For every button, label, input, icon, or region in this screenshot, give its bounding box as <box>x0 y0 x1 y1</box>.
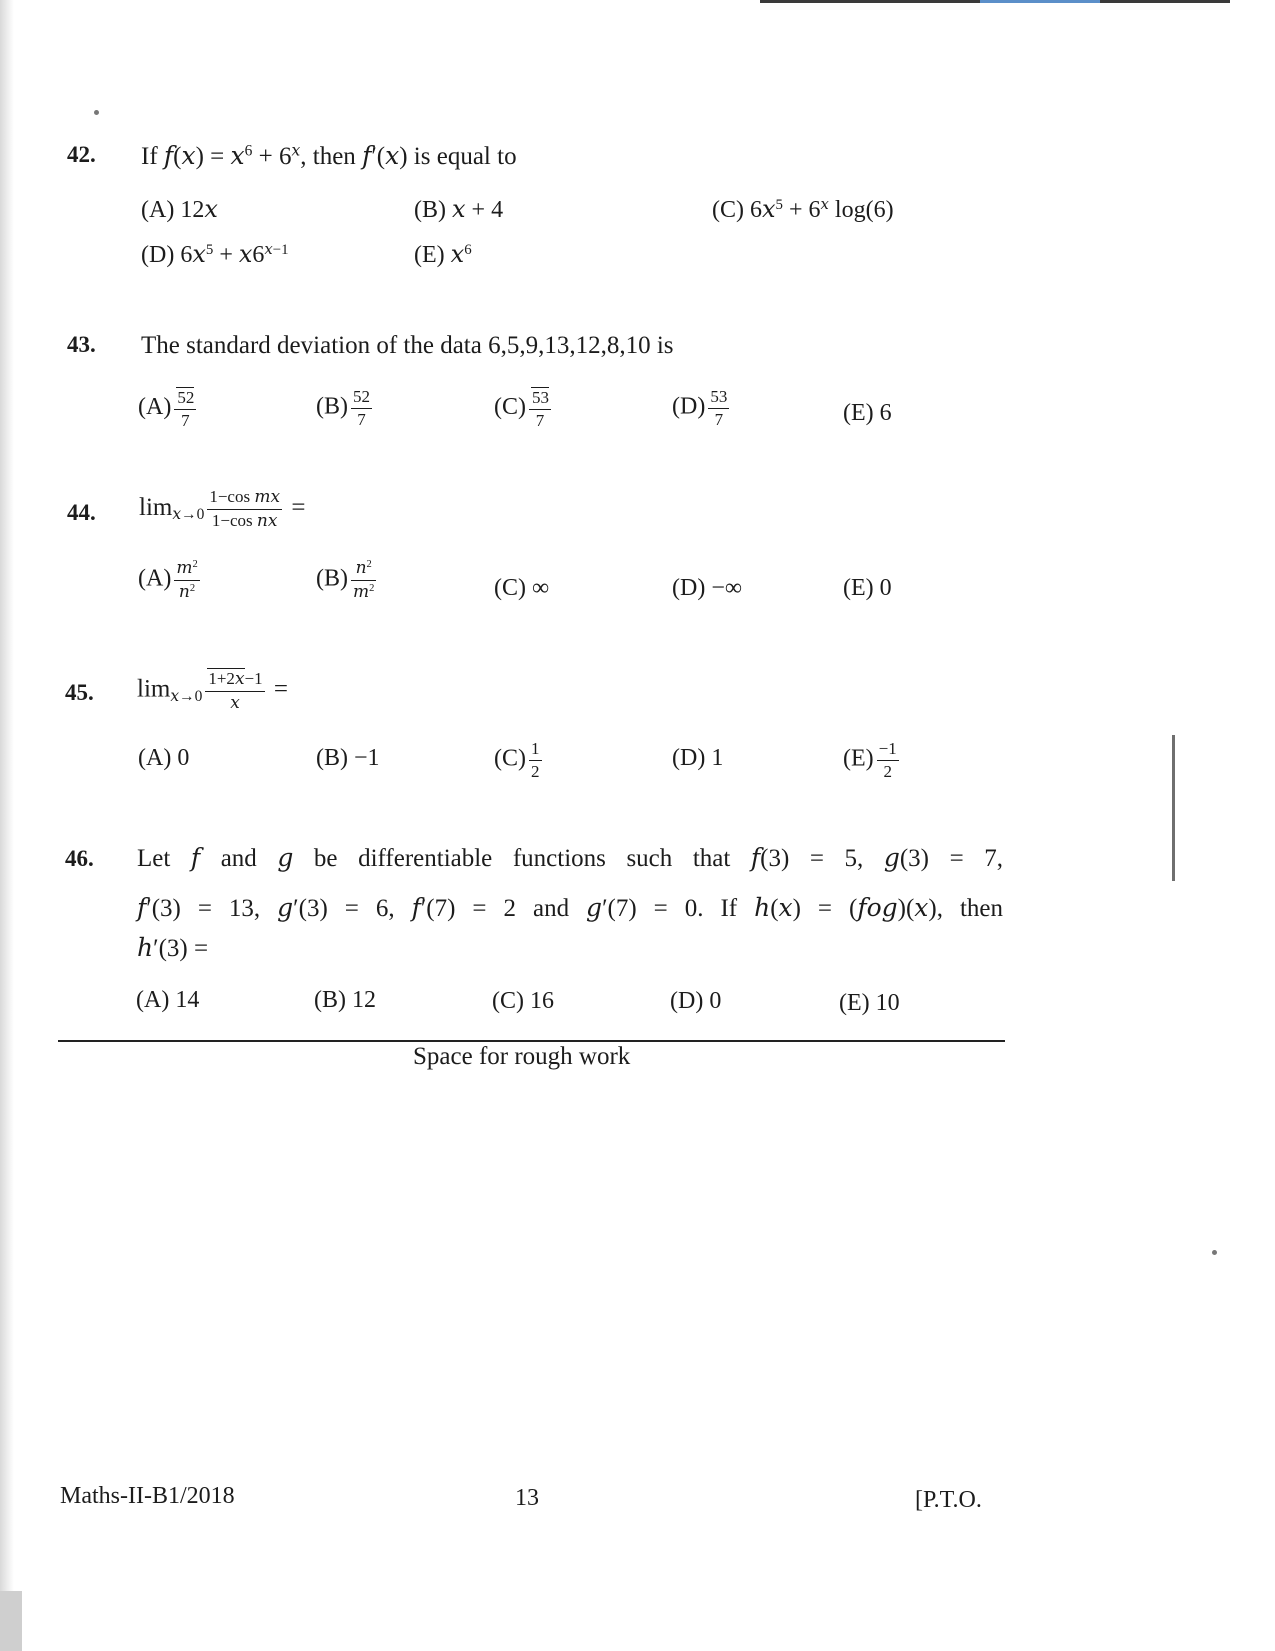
scan-streak <box>1172 735 1175 881</box>
scan-edge-shadow <box>0 0 14 1651</box>
option-d[interactable]: (D) 0 <box>670 988 722 1014</box>
top-edge-rule-accent <box>980 0 1100 3</box>
rough-work-caption: Space for rough work <box>413 1043 631 1070</box>
please-turn-over: [P.T.O. <box>915 1487 982 1513</box>
option-e[interactable]: (E) 10 <box>839 990 900 1016</box>
option-d[interactable]: (D) 1 <box>672 745 724 771</box>
section-divider <box>58 1040 1005 1042</box>
question-text: If $f(x) = x^6 + 6^x$, then f′(x) is equal to <box>141 141 517 170</box>
question-number: 46. <box>65 846 94 871</box>
option-e[interactable]: (E) $x^6$ <box>414 240 472 268</box>
option-a[interactable]: (A) 0 <box>138 745 190 771</box>
option-c[interactable]: (C) $\frac{1}{2}$ <box>494 739 540 781</box>
question-number: 44. <box>67 500 96 525</box>
scan-speck <box>1212 1250 1217 1255</box>
option-a[interactable]: (A) $\frac{52}{7}$ <box>138 388 195 430</box>
question-text-line-1: Let f and g be differentiable functions such that f(3) = 5, g(3) = 7, <box>137 843 1003 872</box>
option-a[interactable]: (A) $\frac{m^2}{n^2}$ <box>138 558 198 602</box>
question-text-line-3: h′(3) = <box>137 933 209 962</box>
question-text-line-2: f′(3) = 13, g′(3) = 6, f′(7) = 2 and g′(7) = 0. If h(x) = (fog)(x), then <box>137 893 1003 922</box>
option-c[interactable]: (C) ∞ <box>494 575 550 601</box>
question-text: $\lim_{x\to 0}$ $\frac{\text{1−cos mx}}{\text{1−cos nx}}$ = <box>139 487 306 531</box>
option-e[interactable]: (E) 6 <box>843 400 892 426</box>
option-a[interactable]: (A) 12x <box>141 195 218 223</box>
option-b[interactable]: (B) $\frac{n^2}{m^2}$ <box>316 558 375 602</box>
option-d[interactable]: (D) −∞ <box>672 575 742 601</box>
option-a[interactable]: (A) 14 <box>136 987 200 1013</box>
option-b[interactable]: (B) x + 4 <box>414 195 504 223</box>
paper-code: Maths-II-B1/2018 <box>60 1483 235 1509</box>
question-text: $\lim_{x\to 0}$ $\frac{1+2x-1}{x}$ = <box>137 669 288 713</box>
option-e[interactable]: (E) 0 <box>843 575 892 601</box>
question-number: 42. <box>67 142 96 167</box>
option-b[interactable]: (B) $\frac{52}{7}$ <box>316 387 370 429</box>
option-d[interactable]: (D) $\frac{53}{7}$ <box>672 387 728 429</box>
scan-speck <box>94 110 99 115</box>
option-b[interactable]: (B) −1 <box>316 745 380 771</box>
scan-corner-shadow <box>0 1591 22 1651</box>
question-text: The standard deviation of the data 6,5,9,13,12,8,10 is <box>141 332 674 359</box>
question-number: 43. <box>67 332 96 357</box>
option-d[interactable]: (D) $6x^5 + x6^{x-1}$ <box>141 239 289 268</box>
option-c[interactable]: (C) $\frac{53}{7}$ <box>494 388 549 430</box>
option-b[interactable]: (B) 12 <box>314 987 376 1013</box>
question-number: 45. <box>65 680 94 705</box>
option-c[interactable]: (C) $6x^5 + 6^x$ log(6) <box>712 194 894 223</box>
option-e[interactable]: (E) $\frac{-1}{2}$ <box>843 739 897 781</box>
page-number: 13 <box>515 1485 539 1511</box>
option-c[interactable]: (C) 16 <box>492 988 554 1014</box>
